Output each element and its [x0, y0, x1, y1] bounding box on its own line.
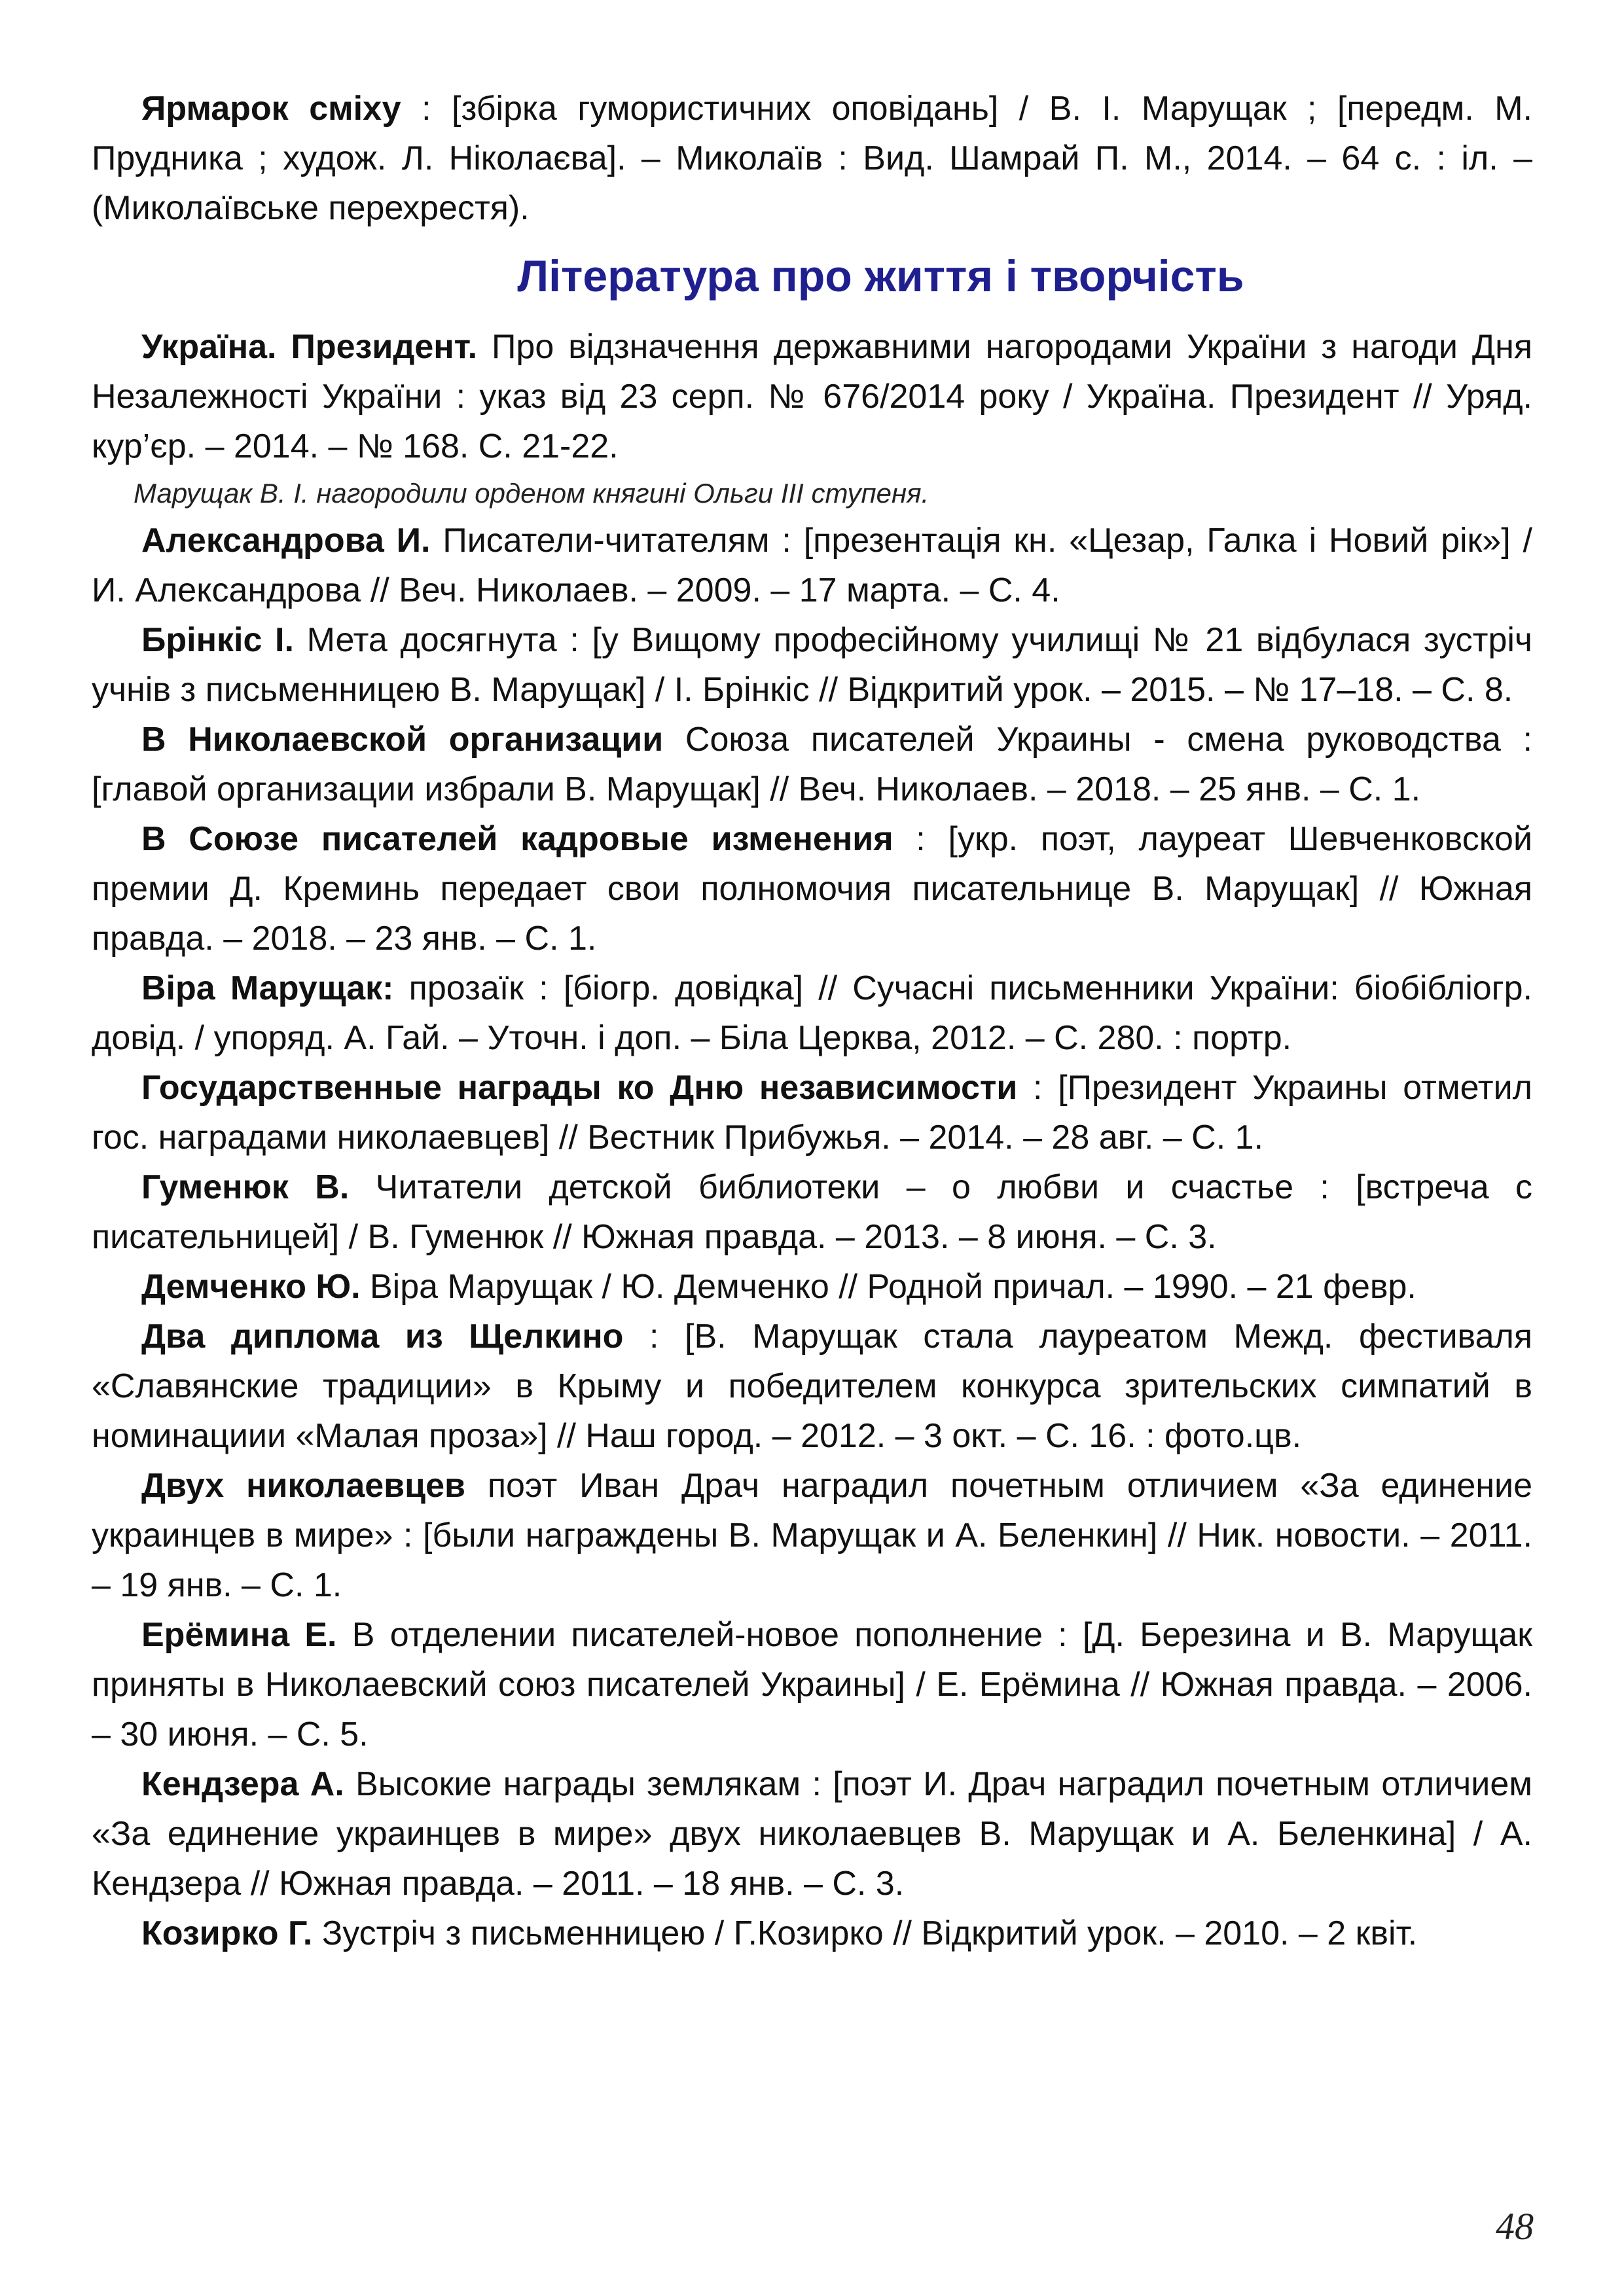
bibliography-entry [92, 715, 1532, 814]
entry-text: Мета досягнута : [у Вищому професійному училищі № 21 відбулася зустріч учнів з письменницею В. Марущак] / І. Брінкіс // Відкритий урок. – 2015. – № 17–18. – С. 8. [92, 621, 1533, 709]
page-content [92, 84, 1532, 1958]
entry-text: Про відзначення державними нагородами України з нагоди Дня Незалежності України : указ від 23 серп. № 676/2014 року / Україна. Президент // Уряд. кур’єр. – 2014. – № 168. С. 21-22. [92, 328, 1532, 465]
entry-heading: Двух николаевцев [141, 1467, 465, 1505]
entry-note: Марущак В. І. нагородили орденом княгині Ольги ІІІ ступеня. [134, 478, 929, 509]
bibliography-entry [92, 1063, 1532, 1162]
bibliography-entry [92, 1312, 1532, 1461]
entry-heading: Кендзера А. [141, 1765, 344, 1803]
entry-heading: Демченко Ю. [141, 1268, 361, 1306]
entry-text: Писатели-читателям : [презентація кн. «Цезар, Галка і Новий рік»] / И. Александрова // Веч. Николаев. – 2009. – 17 марта. – С. 4. [92, 522, 1532, 609]
entry-heading: Віра Марущак: [141, 969, 394, 1007]
entry-heading: Брінкіс І. [141, 621, 294, 659]
bibliography-entry [92, 814, 1532, 963]
entry-text: прозаїк : [біогр. довідка] // Сучасні письменники України: біобібліогр. довід. / упоряд. А. Гай. – Уточн. і доп. – Біла Церква, 2012. – С. 280. : портр. [92, 969, 1532, 1057]
entry-text: В отделении писателей-новое пополнение : [Д. Березина и В. Марущак приняты в Николаевский союз писателей Украины] / Е. Ерёмина // Южная правда. – 2006. – 30 июня. – С. 5. [92, 1616, 1532, 1753]
bibliography-entry [92, 1162, 1532, 1262]
bibliography-entry [92, 322, 1532, 471]
entry-text: : [В. Марущак стала лауреатом Межд. фестиваля «Славянские традиции» в Крыму и победителем конкурса зрительских симпатий в номинациии «Малая проза»] // Наш город. – 2012. – 3 окт. – С. 16. : фото.цв. [92, 1318, 1532, 1455]
entry-heading: В Союзе писателей кадровые изменения [141, 820, 893, 858]
bibliography-entry [92, 963, 1532, 1063]
entry-text: Віра Марущак / Ю. Демченко // Родной причал. – 1990. – 21 февр. [360, 1268, 1416, 1306]
entry-heading: Україна. Президент. [141, 328, 478, 366]
entry-heading: Два диплома из Щелкино [141, 1318, 624, 1355]
bibliography-entry [92, 1610, 1532, 1759]
bibliography-entry [92, 1909, 1532, 1958]
bibliography-entry [92, 1759, 1532, 1909]
entry-heading: В Николаевской организации [141, 721, 664, 759]
entry-text: Союза писателей Украины - смена руководства : [главой организации избрали В. Марущак] // Веч. Николаев. – 2018. – 25 янв. – С. 1. [92, 721, 1532, 808]
entry-text: : [Президент Украины отметил гос. наградами николаевцев] // Вестник Прибужья. – 2014. – 28 авг. – С. 1. [92, 1069, 1533, 1157]
entry-text: Зустріч з письменницею / Г.Козирко // Відкритий урок. – 2010. – 2 квіт. [312, 1914, 1418, 1952]
entry-text: поэт Иван Драч наградил почетным отличием «За единение украинцев в мире» : [были награждены В. Марущак и А. Беленкин] // Ник. новости. – 2011. – 19 янв. – С. 1. [92, 1467, 1533, 1604]
bibliography-entry [92, 615, 1532, 715]
bibliography-entry [92, 84, 1532, 233]
entry-text: : [збірка гумористичних оповідань] / В. І. Марущак ; [передм. М. Прудника ; худож. Л. Ніколаєва]. – Миколаїв : Вид. Шамрай П. М., 2014. – 64 с. : іл. – (Миколаївське перехрестя). [92, 90, 1532, 227]
section-title: Література про життя і творчість [517, 251, 1244, 301]
entry-text: Читатели детской библиотеки – о любви и счастье : [встреча с писательницей] / В. Гуменюк // Южная правда. – 2013. – 8 июня. – С. 3. [92, 1168, 1532, 1256]
entry-text: : [укр. поэт, лауреат Шевченковской премии Д. Креминь передает свои полномочия писательнице В. Марущак] // Южная правда. – 2018. – 23 янв. – С. 1. [92, 820, 1532, 958]
bibliography-entry [92, 516, 1532, 615]
page-number: 48 [1496, 2205, 1534, 2248]
entry-heading: Козирко Г. [141, 1914, 313, 1952]
entry-heading: Государственные награды ко Дню независимости [141, 1069, 1018, 1107]
entry-heading: Гуменюк В. [141, 1168, 350, 1206]
bibliography-entry [92, 1461, 1532, 1610]
entry-heading: Ярмарок сміху [141, 90, 401, 128]
entry-heading: Ерёмина Е. [141, 1616, 337, 1654]
bibliography-entry [92, 1262, 1532, 1312]
entry-heading: Александрова И. [141, 522, 431, 560]
entry-text: Высокие награды землякам : [поэт И. Драч наградил почетным отличием «За единение украинцев в мире» двух николаевцев В. Марущак и А. Беленкина] / А. Кендзера // Южная правда. – 2011. – 18 янв. – С. 3. [92, 1765, 1532, 1903]
